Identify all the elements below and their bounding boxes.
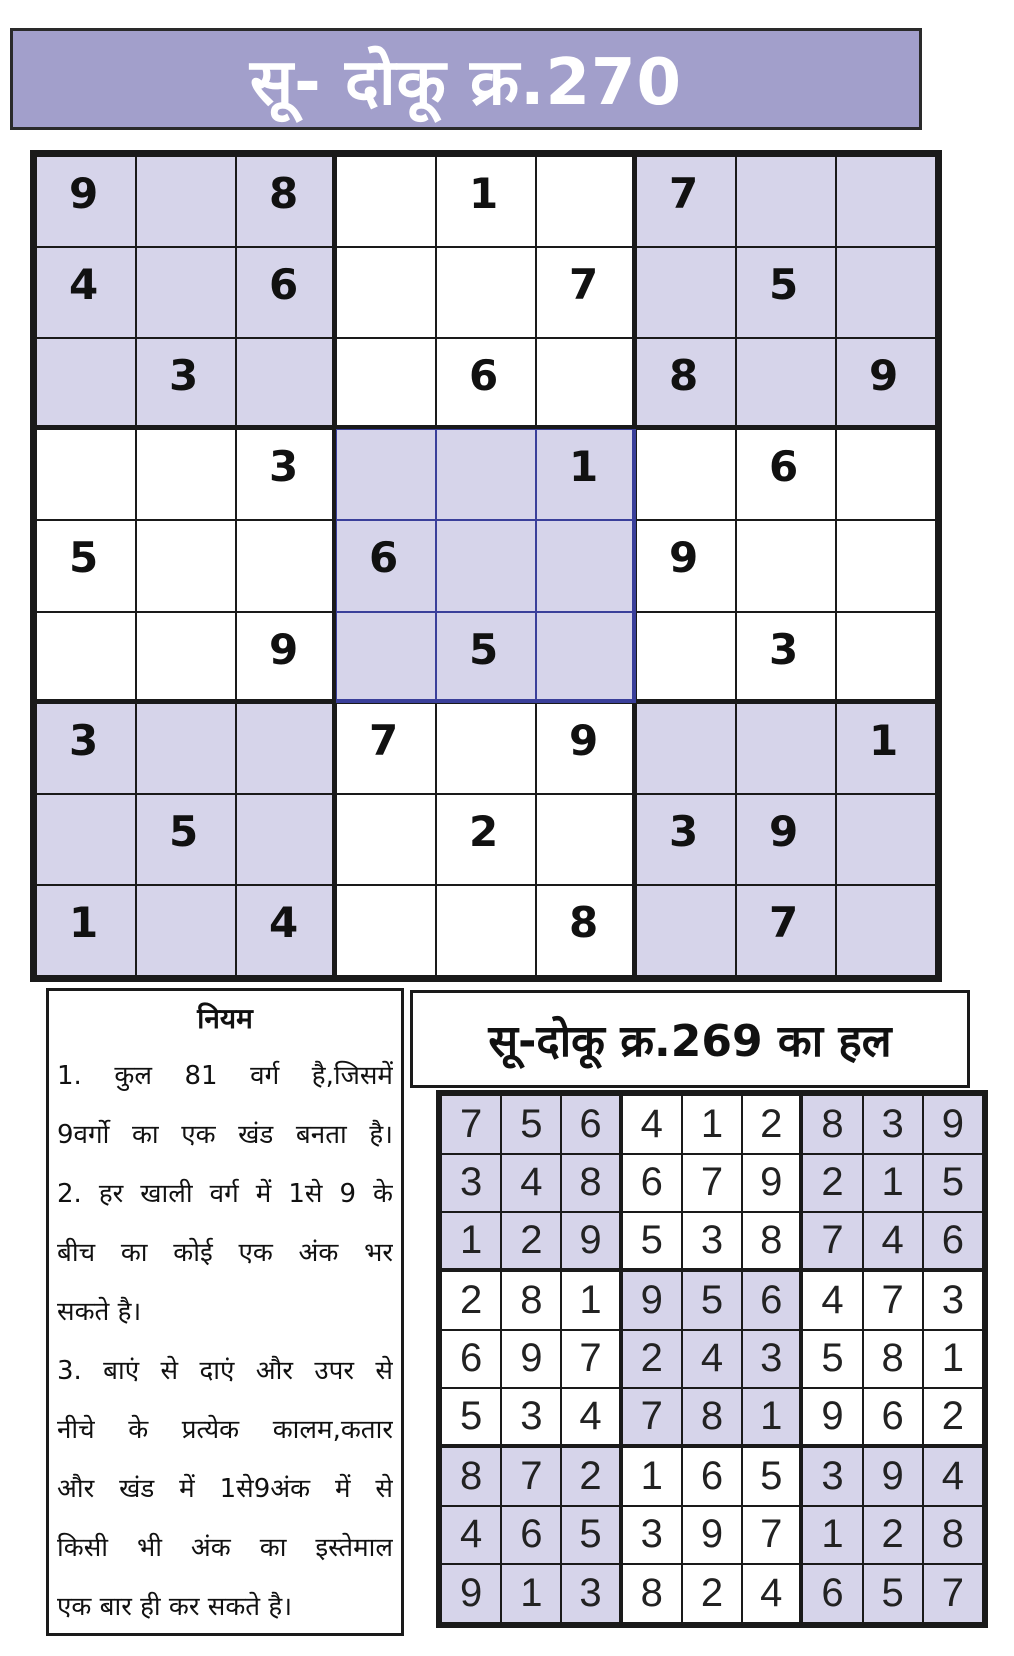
puzzle-cell-r8-c4[interactable]: [336, 794, 436, 885]
puzzle-cell-r4-c3: [236, 429, 336, 520]
solution-cell-r2-c6: 9: [742, 1154, 802, 1213]
puzzle-cell-r5-c8[interactable]: [736, 520, 836, 611]
puzzle-cell-r3-c4[interactable]: [336, 338, 436, 429]
solution-cell-r8-c6: 7: [742, 1506, 802, 1565]
puzzle-cell-r2-c3: [236, 247, 336, 338]
solution-cell-r3-c9: 6: [923, 1212, 983, 1271]
puzzle-cell-r4-c2[interactable]: [136, 429, 236, 520]
solution-cell-r5-c7: 5: [802, 1330, 862, 1389]
solution-cell-r9-c1: 9: [441, 1564, 501, 1623]
puzzle-cell-r3-c2: [136, 338, 236, 429]
solution-cell-r8-c7: 1: [802, 1506, 862, 1565]
solution-cell-r8-c8: 2: [863, 1506, 923, 1565]
puzzle-cell-r9-c4[interactable]: [336, 885, 436, 976]
puzzle-cell-value: 9: [269, 624, 299, 674]
puzzle-cell-r2-c2[interactable]: [136, 247, 236, 338]
solution-cell-r9-c4: 8: [622, 1564, 682, 1623]
rule-line-2: 9वर्गो का एक खंड बनता है।: [57, 1120, 393, 1150]
solution-cell-r8-c2: 6: [501, 1506, 561, 1565]
rule-line-10: एक बार ही कर सकते है।: [57, 1592, 293, 1622]
puzzle-cell-r8-c9[interactable]: [836, 794, 936, 885]
solution-cell-r1-c1: 7: [441, 1095, 501, 1154]
puzzle-cell-r7-c8[interactable]: [736, 703, 836, 794]
solution-cell-r4-c8: 7: [863, 1271, 923, 1330]
puzzle-cell-r9-c8: [736, 885, 836, 976]
puzzle-cell-value: 9: [869, 351, 899, 401]
puzzle-cell-value: 4: [69, 260, 99, 310]
solution-cell-r2-c8: 1: [863, 1154, 923, 1213]
solution-cell-r6-c5: 8: [682, 1388, 742, 1447]
puzzle-cell-value: 6: [369, 533, 399, 583]
solution-cell-r2-c2: 4: [501, 1154, 561, 1213]
solution-cell-r8-c9: 8: [923, 1506, 983, 1565]
solution-cell-r5-c9: 1: [923, 1330, 983, 1389]
solution-cell-r3-c3: 9: [561, 1212, 621, 1271]
solution-cell-r8-c3: 5: [561, 1506, 621, 1565]
solution-cell-r6-c2: 3: [501, 1388, 561, 1447]
puzzle-cell-r6-c4[interactable]: [336, 612, 436, 703]
puzzle-cell-r8-c7: [636, 794, 736, 885]
puzzle-cell-r5-c6[interactable]: [536, 520, 636, 611]
solution-cell-r4-c7: 4: [802, 1271, 862, 1330]
solution-cell-r4-c4: 9: [622, 1271, 682, 1330]
solution-cell-r6-c3: 4: [561, 1388, 621, 1447]
puzzle-cell-r1-c9[interactable]: [836, 156, 936, 247]
solution-cell-r9-c7: 6: [802, 1564, 862, 1623]
puzzle-cell-r3-c6[interactable]: [536, 338, 636, 429]
puzzle-cell-r7-c6: [536, 703, 636, 794]
puzzle-cell-value: 8: [669, 351, 699, 401]
puzzle-cell-value: 3: [269, 442, 299, 492]
puzzle-cell-r3-c7: [636, 338, 736, 429]
solution-cell-r8-c5: 9: [682, 1506, 742, 1565]
puzzle-cell-r3-c3[interactable]: [236, 338, 336, 429]
solution-cell-r7-c5: 6: [682, 1447, 742, 1506]
puzzle-cell-r1-c1: [36, 156, 136, 247]
solution-cell-r9-c3: 3: [561, 1564, 621, 1623]
sudoku-puzzle-grid: [30, 150, 942, 982]
solution-cell-r5-c5: 4: [682, 1330, 742, 1389]
puzzle-cell-r6-c2[interactable]: [136, 612, 236, 703]
solution-cell-r9-c5: 2: [682, 1564, 742, 1623]
solution-cell-r7-c3: 2: [561, 1447, 621, 1506]
puzzle-cell-r9-c3: [236, 885, 336, 976]
solution-cell-r1-c9: 9: [923, 1095, 983, 1154]
solution-cell-r5-c1: 6: [441, 1330, 501, 1389]
solution-cell-r9-c6: 4: [742, 1564, 802, 1623]
puzzle-cell-r8-c6[interactable]: [536, 794, 636, 885]
puzzle-cell-r2-c9[interactable]: [836, 247, 936, 338]
solution-cell-r3-c8: 4: [863, 1212, 923, 1271]
rule-line-3: 2. हर खाली वर्ग में 1से 9 के: [57, 1179, 393, 1209]
puzzle-cell-r8-c8: [736, 794, 836, 885]
rule-line-8: और खंड में 1से9अंक में से: [57, 1474, 393, 1504]
solution-cell-r3-c5: 3: [682, 1212, 742, 1271]
puzzle-cell-r6-c8: [736, 612, 836, 703]
solution-cell-r9-c8: 5: [863, 1564, 923, 1623]
solution-cell-r7-c6: 5: [742, 1447, 802, 1506]
puzzle-cell-value: 1: [869, 715, 899, 765]
puzzle-cell-r6-c3: [236, 612, 336, 703]
puzzle-cell-r7-c3[interactable]: [236, 703, 336, 794]
solution-cell-r5-c8: 8: [863, 1330, 923, 1389]
puzzle-cell-r7-c7[interactable]: [636, 703, 736, 794]
solution-cell-r7-c1: 8: [441, 1447, 501, 1506]
page-title: सू- दोकू क्र.270: [249, 45, 683, 120]
rules-title: नियम: [197, 1002, 253, 1035]
puzzle-cell-value: 5: [169, 806, 199, 856]
solution-cell-r4-c9: 3: [923, 1271, 983, 1330]
puzzle-cell-r3-c1[interactable]: [36, 338, 136, 429]
puzzle-cell-r4-c7[interactable]: [636, 429, 736, 520]
solution-title: सू-दोकू क्र.269 का हल: [410, 990, 970, 1088]
puzzle-cell-value: 1: [69, 897, 99, 947]
puzzle-cell-r7-c5[interactable]: [436, 703, 536, 794]
solution-cell-r2-c7: 2: [802, 1154, 862, 1213]
solution-cell-r2-c4: 6: [622, 1154, 682, 1213]
puzzle-cell-r1-c7: [636, 156, 736, 247]
puzzle-cell-r8-c2: [136, 794, 236, 885]
puzzle-cell-value: 3: [69, 715, 99, 765]
puzzle-cell-value: 5: [469, 624, 499, 674]
puzzle-cell-r2-c4[interactable]: [336, 247, 436, 338]
puzzle-cell-value: 9: [769, 806, 799, 856]
puzzle-cell-value: 5: [769, 260, 799, 310]
solution-cell-r4-c3: 1: [561, 1271, 621, 1330]
solution-cell-r4-c6: 6: [742, 1271, 802, 1330]
puzzle-cell-value: 4: [269, 897, 299, 947]
puzzle-cell-r5-c2[interactable]: [136, 520, 236, 611]
puzzle-cell-r5-c3[interactable]: [236, 520, 336, 611]
puzzle-cell-r9-c6: [536, 885, 636, 976]
solution-cell-r9-c9: 7: [923, 1564, 983, 1623]
solution-cell-r1-c4: 4: [622, 1095, 682, 1154]
solution-cell-r3-c6: 8: [742, 1212, 802, 1271]
puzzle-cell-r2-c5[interactable]: [436, 247, 536, 338]
puzzle-cell-r5-c5[interactable]: [436, 520, 536, 611]
puzzle-cell-value: 7: [669, 169, 699, 218]
rule-line-1: 1. कुल 81 वर्ग है,जिसमें: [57, 1061, 393, 1091]
puzzle-cell-r6-c1[interactable]: [36, 612, 136, 703]
title-banner: [10, 28, 922, 130]
solution-cell-r7-c2: 7: [501, 1447, 561, 1506]
solution-cell-r2-c1: 3: [441, 1154, 501, 1213]
rule-line-9: किसी भी अंक का इस्तेमाल: [57, 1533, 393, 1563]
solution-cell-r3-c7: 7: [802, 1212, 862, 1271]
solution-cell-r6-c8: 6: [863, 1388, 923, 1447]
puzzle-cell-r3-c9: [836, 338, 936, 429]
solution-cell-r1-c3: 6: [561, 1095, 621, 1154]
solution-cell-r7-c4: 1: [622, 1447, 682, 1506]
puzzle-cell-value: 1: [469, 169, 499, 218]
puzzle-cell-r6-c9[interactable]: [836, 612, 936, 703]
solution-cell-r5-c3: 7: [561, 1330, 621, 1389]
puzzle-cell-r9-c2[interactable]: [136, 885, 236, 976]
rule-line-6: 3. बाएं से दाएं और उपर से: [57, 1356, 393, 1386]
puzzle-cell-r4-c8: [736, 429, 836, 520]
puzzle-cell-r9-c7[interactable]: [636, 885, 736, 976]
puzzle-cell-r3-c8[interactable]: [736, 338, 836, 429]
solution-cell-r5-c6: 3: [742, 1330, 802, 1389]
puzzle-cell-value: 9: [569, 715, 599, 765]
puzzle-cell-r2-c8: [736, 247, 836, 338]
puzzle-cell-r5-c7: [636, 520, 736, 611]
puzzle-cell-value: 3: [769, 624, 799, 674]
puzzle-cell-r2-c7[interactable]: [636, 247, 736, 338]
puzzle-cell-r2-c1: [36, 247, 136, 338]
solution-cell-r7-c7: 3: [802, 1447, 862, 1506]
puzzle-cell-value: 5: [69, 533, 99, 583]
solution-cell-r7-c8: 9: [863, 1447, 923, 1506]
puzzle-cell-r7-c4: [336, 703, 436, 794]
puzzle-cell-r9-c1: [36, 885, 136, 976]
solution-cell-r6-c4: 7: [622, 1388, 682, 1447]
puzzle-cell-r6-c6[interactable]: [536, 612, 636, 703]
puzzle-cell-r5-c4: [336, 520, 436, 611]
rules-panel: [46, 988, 404, 1636]
sudoku-solution-grid: [436, 1090, 988, 1628]
solution-cell-r4-c2: 8: [501, 1271, 561, 1330]
rule-line-4: बीच का कोई एक अंक भर: [57, 1238, 393, 1268]
puzzle-cell-r2-c6: [536, 247, 636, 338]
solution-cell-r2-c5: 7: [682, 1154, 742, 1213]
puzzle-cell-r1-c4[interactable]: [336, 156, 436, 247]
puzzle-cell-value: 9: [69, 169, 99, 218]
solution-cell-r6-c9: 2: [923, 1388, 983, 1447]
puzzle-cell-r5-c1: [36, 520, 136, 611]
puzzle-cell-r8-c1[interactable]: [36, 794, 136, 885]
solution-cell-r8-c1: 4: [441, 1506, 501, 1565]
solution-cell-r5-c2: 9: [501, 1330, 561, 1389]
puzzle-cell-value: 8: [269, 169, 299, 218]
puzzle-cell-value: 7: [369, 715, 399, 765]
puzzle-cell-r5-c9[interactable]: [836, 520, 936, 611]
solution-cell-r1-c6: 2: [742, 1095, 802, 1154]
solution-cell-r9-c2: 1: [501, 1564, 561, 1623]
puzzle-cell-r9-c9[interactable]: [836, 885, 936, 976]
solution-cell-r1-c2: 5: [501, 1095, 561, 1154]
puzzle-cell-value: 9: [669, 533, 699, 583]
solution-cell-r8-c4: 3: [622, 1506, 682, 1565]
puzzle-cell-r4-c9[interactable]: [836, 429, 936, 520]
solution-cell-r2-c9: 5: [923, 1154, 983, 1213]
puzzle-cell-r1-c2[interactable]: [136, 156, 236, 247]
puzzle-cell-r3-c5: [436, 338, 536, 429]
puzzle-cell-r8-c3[interactable]: [236, 794, 336, 885]
puzzle-cell-r8-c5: [436, 794, 536, 885]
puzzle-cell-value: 2: [469, 806, 499, 856]
solution-cell-r5-c4: 2: [622, 1330, 682, 1389]
puzzle-cell-r9-c5[interactable]: [436, 885, 536, 976]
rule-line-7: नीचे के प्रत्येक कालम,कतार: [57, 1415, 393, 1445]
puzzle-cell-value: 8: [569, 897, 599, 947]
solution-cell-r1-c5: 1: [682, 1095, 742, 1154]
puzzle-cell-r7-c2[interactable]: [136, 703, 236, 794]
solution-cell-r1-c8: 3: [863, 1095, 923, 1154]
solution-cell-r6-c7: 9: [802, 1388, 862, 1447]
puzzle-cell-value: 3: [669, 806, 699, 856]
solution-cell-r6-c6: 1: [742, 1388, 802, 1447]
solution-cell-r4-c5: 5: [682, 1271, 742, 1330]
puzzle-cell-value: 6: [269, 260, 299, 310]
puzzle-cell-r6-c5: [436, 612, 536, 703]
solution-cell-r6-c1: 5: [441, 1388, 501, 1447]
puzzle-cell-r1-c8[interactable]: [736, 156, 836, 247]
puzzle-cell-r1-c3: [236, 156, 336, 247]
puzzle-cell-r4-c1[interactable]: [36, 429, 136, 520]
puzzle-cell-r4-c4[interactable]: [336, 429, 436, 520]
puzzle-cell-value: 7: [569, 260, 599, 310]
puzzle-cell-r7-c1: [36, 703, 136, 794]
solution-cell-r7-c9: 4: [923, 1447, 983, 1506]
puzzle-cell-r1-c6[interactable]: [536, 156, 636, 247]
solution-cell-r3-c1: 1: [441, 1212, 501, 1271]
solution-cell-r4-c1: 2: [441, 1271, 501, 1330]
solution-cell-r2-c3: 8: [561, 1154, 621, 1213]
puzzle-cell-value: 6: [769, 442, 799, 492]
puzzle-cell-value: 7: [769, 897, 799, 947]
solution-cell-r3-c4: 5: [622, 1212, 682, 1271]
rule-line-5: सकते है।: [57, 1297, 142, 1327]
solution-cell-r3-c2: 2: [501, 1212, 561, 1271]
puzzle-cell-r1-c5: [436, 156, 536, 247]
puzzle-cell-r4-c5[interactable]: [436, 429, 536, 520]
puzzle-cell-r4-c6: [536, 429, 636, 520]
puzzle-cell-value: 6: [469, 351, 499, 401]
puzzle-cell-value: 3: [169, 351, 199, 401]
puzzle-cell-value: 1: [569, 442, 599, 492]
solution-cell-r1-c7: 8: [802, 1095, 862, 1154]
puzzle-cell-r7-c9: [836, 703, 936, 794]
puzzle-cell-r6-c7[interactable]: [636, 612, 736, 703]
